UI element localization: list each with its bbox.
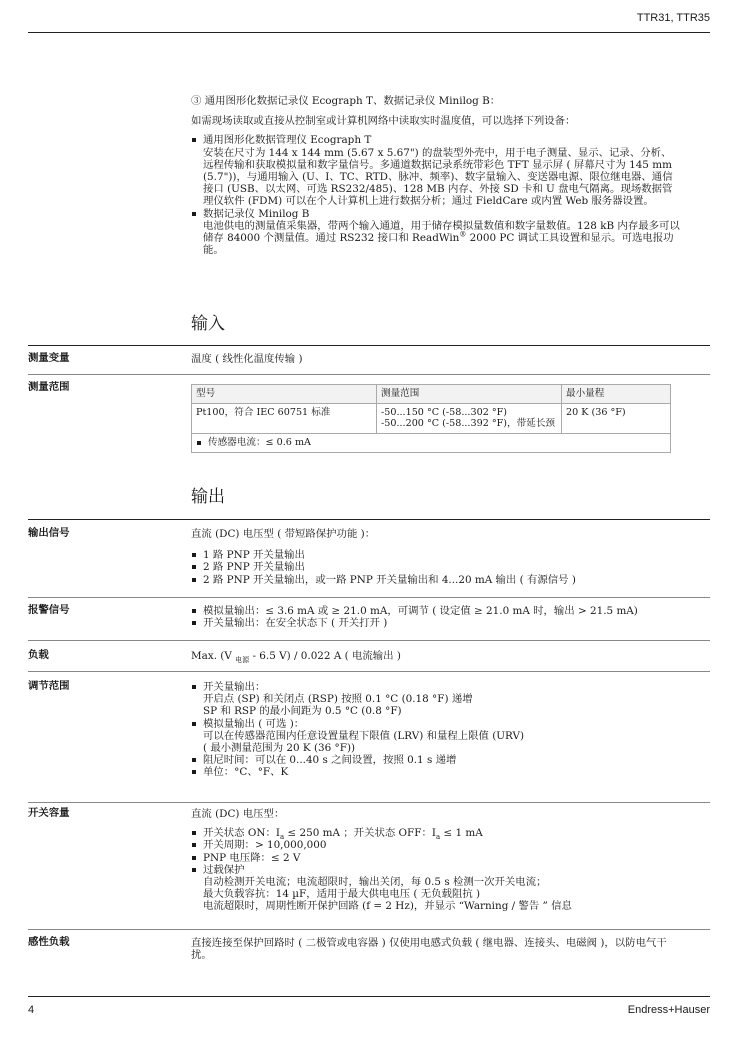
col-header-span: 最小量程 bbox=[562, 385, 671, 404]
list-item: 开关量输出：在安全状态下 ( 开关打开 ) bbox=[191, 617, 681, 629]
label-load: 负载 bbox=[28, 650, 49, 661]
list-item: 阻尼时间：可以在 0...40 s 之间设置，按照 0.1 s 递增 bbox=[191, 754, 681, 766]
col-header-range: 测量范围 bbox=[377, 385, 562, 404]
alarm-block bbox=[191, 605, 681, 629]
cell-note bbox=[192, 434, 671, 453]
list-item: PNP 电压降：≤ 2 V bbox=[191, 852, 681, 864]
list-item: 2 路 PNP 开关量输出，或一路 PNP 开关量输出和 4...20 mA 输出 ( 有源信号 ) bbox=[191, 574, 681, 586]
row-rule bbox=[28, 597, 710, 598]
intro-lead: 如需现场读取或直接从控制室或计算机网络中读取实时温度值，可以选择下列设备： bbox=[191, 115, 576, 128]
cell-span: 20 K (36 °F) bbox=[562, 404, 671, 434]
brand-name: Endress+Hauser bbox=[627, 1004, 710, 1016]
ecograph-desc: 安装在尺寸为 144 x 144 mm (5.67 x 5.67") 的盘装型外壳中，用于电子测量、显示、记录、分析、远程传输和获取模拟量和数字量信号。多通道数据记录系统带彩色 TFT 显示屏 ( 屏幕尺寸为 145 mm (5.7"))，与通用输入 (U、I、TC、RTD、脉冲、频率)、数字量输入、变送器电源、限位继电器、通信接口 (USB、以太网、可选 RS232/485)、128 MB 内存、外接 SD 卡和 U 盘电气隔离。现场数据管理仪软件 (FDM) 可以在个人计算机上进行数据分析；通过 FieldCare 或内置 Web 服务器设置。 bbox=[203, 146, 673, 208]
list-item: 传感器电流：≤ 0.6 mA bbox=[196, 437, 666, 448]
label-measuring-range: 测量范围 bbox=[28, 382, 70, 393]
output-signal-block bbox=[191, 528, 681, 586]
minilog-name: 数据记录仪 Minilog B bbox=[203, 207, 310, 220]
table-row bbox=[192, 385, 671, 404]
list-item: 开关量输出： 开启点 (SP) 和关闭点 (RSP) 按照 0.1 °C (0.18 °F) 递增 SP 和 RSP 的最小间距为 0.5 °C (0.8 °F) bbox=[191, 681, 681, 718]
list-item: 过载保护 自动检测开关电流；电流超限时，输出关闭，每 0.5 s 检测一次开关电流； 最大负载容抗：14 µF，适用于最大供电电压 ( 无负载阻抗 ) 电流超限时，周期性断开保护回路 (f = 2 Hz)，并显示 “Warning / 警告 ” 信息 bbox=[191, 864, 681, 913]
intro-title: ③ 通用图形化数据记录仪 Ecograph T、数据记录仪 Minilog B： bbox=[191, 95, 501, 107]
list-item: 开关周期：> 10,000,000 bbox=[191, 839, 681, 851]
list-item bbox=[191, 208, 681, 257]
list-item: 1 路 PNP 开关量输出 bbox=[191, 549, 681, 561]
row-rule bbox=[28, 374, 710, 375]
header-model: TTR31, TTR35 bbox=[636, 12, 710, 24]
section-rule bbox=[28, 519, 710, 520]
section-title-output: 输出 bbox=[191, 487, 225, 507]
list-item: 开关状态 ON：$I_a \le 250$ mA ；开关状态 OFF：$I_a \le 1$ mA bbox=[191, 827, 681, 839]
cell-range: -50...150 °C (-58...302 °F) -50...200 °C (-58...392 °F)，带延长颈 bbox=[377, 404, 562, 434]
footer-rule bbox=[28, 996, 710, 997]
output-signal-lead: 直流 (DC) 电压型 ( 带短路保护功能 )： bbox=[191, 528, 376, 540]
row-rule bbox=[28, 929, 710, 930]
adjust-block bbox=[191, 681, 681, 779]
label-measured-variable: 测量变量 bbox=[28, 353, 70, 364]
cell-type: Pt100，符合 IEC 60751 标准 bbox=[192, 404, 377, 434]
label-adjust-range: 调节范围 bbox=[28, 681, 70, 692]
intro-list bbox=[191, 134, 681, 256]
page-number: 4 bbox=[28, 1004, 35, 1016]
list-item: 单位：°C、°F、K bbox=[191, 766, 681, 778]
inductive-value: 直接连接至保护回路时 ( 二极管或电容器 ) 仅使用电感式负载 ( 继电器、连接头、电磁阀 )，以防电气干扰。 bbox=[191, 937, 667, 962]
section-rule bbox=[28, 345, 710, 346]
measuring-range-table-wrap bbox=[191, 384, 681, 453]
label-output-signal: 输出信号 bbox=[28, 528, 70, 539]
section-title-input: 输入 bbox=[191, 314, 225, 334]
list-item: 模拟量输出 ( 可选 )： 可以在传感器范围内任意设置量程下限值 (LRV) 和量程上限值 (URV) ( 最小测量范围为 20 K (36 °F)) bbox=[191, 718, 681, 755]
table-row bbox=[192, 404, 671, 434]
ecograph-name: 通用图形化数据管理仪 Ecograph T bbox=[203, 134, 372, 147]
label-alarm-signal: 报警信号 bbox=[28, 605, 70, 616]
list-item bbox=[191, 134, 681, 207]
header-rule bbox=[28, 32, 710, 33]
load-value: Max. (V $_{电源}$ - 6.5 V) / 0.022 A ( 电流输出 ) bbox=[191, 650, 401, 665]
list-item: 模拟量输出：≤ 3.6 mA 或 ≥ 21.0 mA，可调节 ( 设定值 ≥ 21.0 mA 时，输出 > 21.5 mA) bbox=[191, 605, 681, 617]
label-switch-capacity: 开关容量 bbox=[28, 808, 70, 819]
list-item: 2 路 PNP 开关量输出 bbox=[191, 561, 681, 573]
row-rule bbox=[28, 802, 710, 803]
label-inductive-load: 感性负载 bbox=[28, 937, 70, 948]
table-row bbox=[192, 434, 671, 453]
row-rule bbox=[28, 640, 710, 641]
minilog-desc: 电池供电的测量值采集器，带两个输入通道，用于储存模拟量数值和数字量数值。128 kB 内存最多可以储存 84000 个测量值。通过 RS232 接口和 ReadWin® 2000 PC 调试工具设置和显示。可选电报功能。 bbox=[203, 219, 680, 257]
measured-variable-value: 温度 ( 线性化温度传输 ) bbox=[191, 353, 303, 365]
capacity-block: 直流 (DC) 电压型： 开关状态 ON：$I_a \le 250$ mA ；开关状态 OFF：$I_a \le 1$ mA 开关周期：> 10,000,000 PNP 电压降：≤ 2 V 过载保护 自动检测开关电流；电流超限时，输出关闭，每 0.5 s 检测一次开关电流； 最大负载容抗：14 µF，适用于最大供电电压 ( 无负载阻抗 ) 电流超限时，周期性断开保护回路 (f = 2 Hz)，并显示 “Warning / 警告 ” 信息 bbox=[191, 808, 681, 913]
row-rule bbox=[28, 671, 710, 672]
measuring-range-table bbox=[191, 384, 671, 453]
intro-block bbox=[191, 95, 681, 256]
col-header-type: 型号 bbox=[192, 385, 377, 404]
